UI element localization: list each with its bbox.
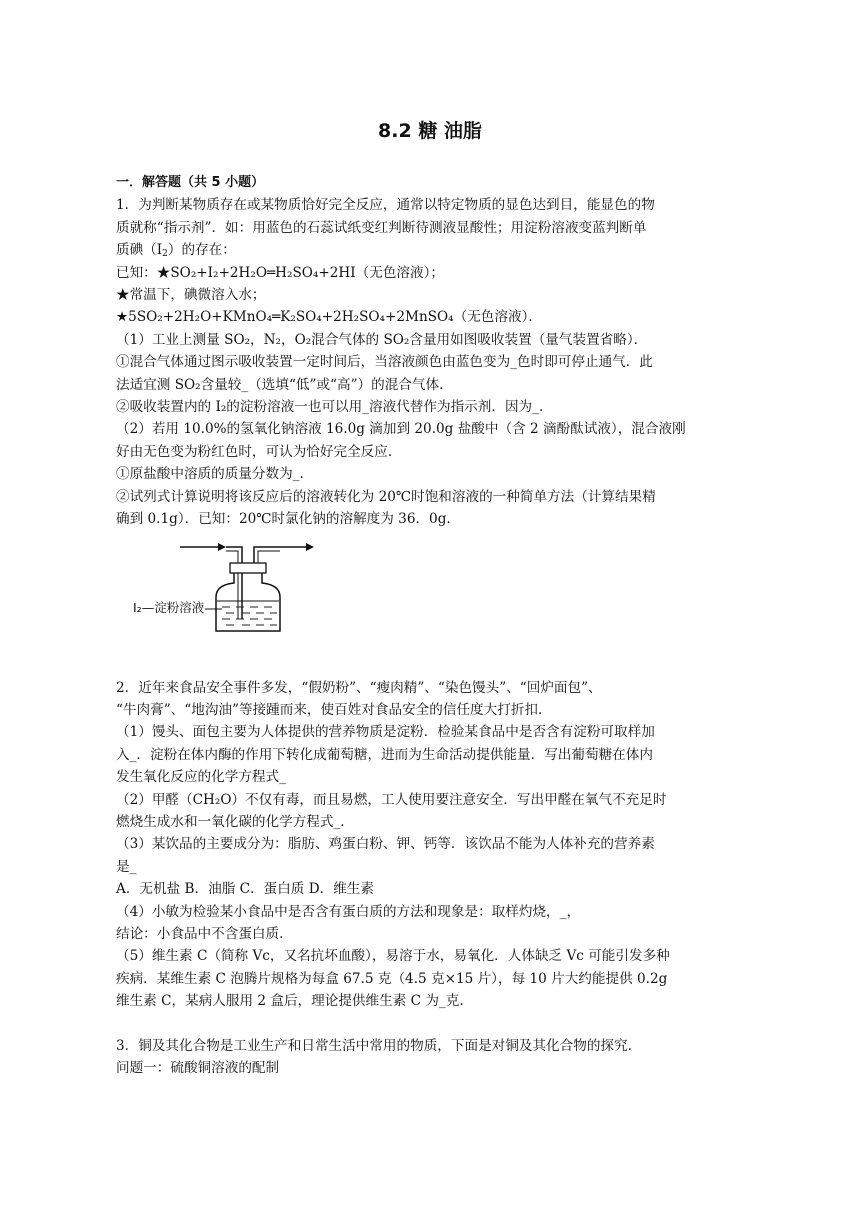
- apparatus-drawing: [130, 539, 330, 639]
- page-title: 8.2 糖 油脂: [378, 120, 482, 142]
- q1-known-3: ★5SO₂+2H₂O+KMnO₄═K₂SO₄+2H₂SO₄+2MnSO₄（无色溶液）．: [116, 309, 542, 326]
- q2-sub-1: 入_．淀粉在体内酶的作用下转化成葡萄糖，进而为生命活动提供能量．写出葡萄糖在体内: [116, 746, 653, 763]
- q2-line: “牛肉膏”、“地沟油”等接踵而来，使百姓对食品安全的信任度大打折扣.: [116, 701, 543, 718]
- q1-part-2-ii: ②试列式计算说明将该反应后的溶液转化为 20℃时饱和溶液的一种简单方法（计算结果精: [116, 488, 656, 505]
- q2-sub-5: 疾病．某维生素 C 泡腾片规格为每盒 67.5 克（4.5 克×15 片），每 10 片大约能提供 0.2g: [116, 970, 668, 987]
- figure-label: I₂—淀粉溶液: [132, 597, 205, 619]
- document-body: [116, 172, 756, 1079]
- question-2: [116, 677, 756, 1013]
- q1-part-1: （1）工业上测量 SO₂，N₂，O₂混合气体的 SO₂含量用如图吸收装置（量气装置省略）．: [116, 331, 648, 348]
- q2-sub-4: （4）小敏为检验某小食品中是否含有蛋白质的方法和现象是：取样灼烧，_，: [116, 903, 581, 920]
- q2-sub-5: （5）维生素 C（简称 Vc，又名抗坏血酸），易溶于水，易氧化．人体缺乏 Vc 可能引发多种: [116, 948, 670, 965]
- q1-part-2-i: ①原盐酸中溶质的质量分数为_.: [116, 466, 304, 483]
- q2-sub-1: 发生氧化反应的化学方程式_: [116, 769, 286, 786]
- q2-options: A．无机盐 B．油脂 C．蛋白质 D．维生素: [116, 881, 374, 898]
- q2-sub-2: （2）甲醛（CH₂O）不仅有毒，而且易燃，工人使用要注意安全．写出甲醛在氧气不充足时: [116, 791, 667, 808]
- q2-sub-3: （3）某饮品的主要成分为：脂肪、鸡蛋白粉、钾、钙等．该饮品不能为人体补充的营养素: [116, 836, 655, 853]
- q1-line: 质就称“指示剂”．如：用蓝色的石蕊试纸变红判断待测液显酸性；用淀粉溶液变蓝判断单: [116, 219, 647, 236]
- section-heading: 一．解答题（共 5 小题）: [116, 175, 265, 190]
- q1-part-1-i: ①混合气体通过图示吸收装置一定时间后，当溶液颜色由蓝色变为_色时即可停止通气．此: [116, 354, 653, 371]
- q3-line: 3．铜及其化合物是工业生产和日常生活中常用的物质，下面是对铜及其化合物的探究.: [116, 1037, 632, 1054]
- question-3: [116, 1035, 756, 1080]
- q1-part-2: （2）若用 10.0%的氢氧化钠溶液 16.0g 滴加到 20.0g 盐酸中（含 2 滴酚酞试液），混合液刚: [116, 421, 686, 438]
- q2-sub-1: （1）馒头、面包主要为人体提供的营养物质是淀粉．检验某食品中是否含有淀粉可取样加: [116, 724, 655, 741]
- question-1: [116, 194, 756, 638]
- absorption-apparatus-figure: [130, 539, 330, 639]
- q1-part-2: 好由无色变为粉红色时，可认为恰好完全反应.: [116, 443, 393, 460]
- q1-part-1-i: 法适宜测 SO₂含量较_（选填“低”或“高”）的混合气体.: [116, 376, 444, 393]
- q2-line: 2．近年来食品安全事件多发，“假奶粉”、“瘦肉精”、“染色馒头”、“回炉面包”、: [116, 679, 602, 696]
- q2-sub-3: 是_: [116, 858, 137, 875]
- q2-sub-4: 结论：小食品中不含蛋白质.: [116, 925, 284, 942]
- q3-line: 问题一：硫酸铜溶液的配制: [116, 1060, 280, 1076]
- q1-line: 1．为判断某物质存在或某物质恰好完全反应，通常以特定物质的显色达到目，能显色的物: [116, 197, 655, 214]
- q2-sub-5: 维生素 C，某病人服用 2 盒后，理论提供维生素 C 为_克.: [116, 993, 464, 1010]
- q1-part-2-ii: 确到 0.1g）．已知：20℃时氯化钠的溶解度为 36．0g.: [116, 511, 451, 528]
- q1-known-1: 已知：★SO₂+I₂+2H₂O═H₂SO₄+2HI（无色溶液）；: [116, 264, 444, 281]
- q1-line: 质碘$(I_2)$的存在：: [116, 242, 236, 260]
- q1-known-2: ★常温下，碘微溶入水；: [116, 287, 266, 304]
- q2-sub-2: 燃烧生成水和一氧化碳的化学方程式_.: [116, 813, 345, 830]
- q1-part-1-ii: ②吸收装置内的 I₂的淀粉溶液一也可以用_溶液代替作为指示剂．因为_.: [116, 399, 544, 416]
